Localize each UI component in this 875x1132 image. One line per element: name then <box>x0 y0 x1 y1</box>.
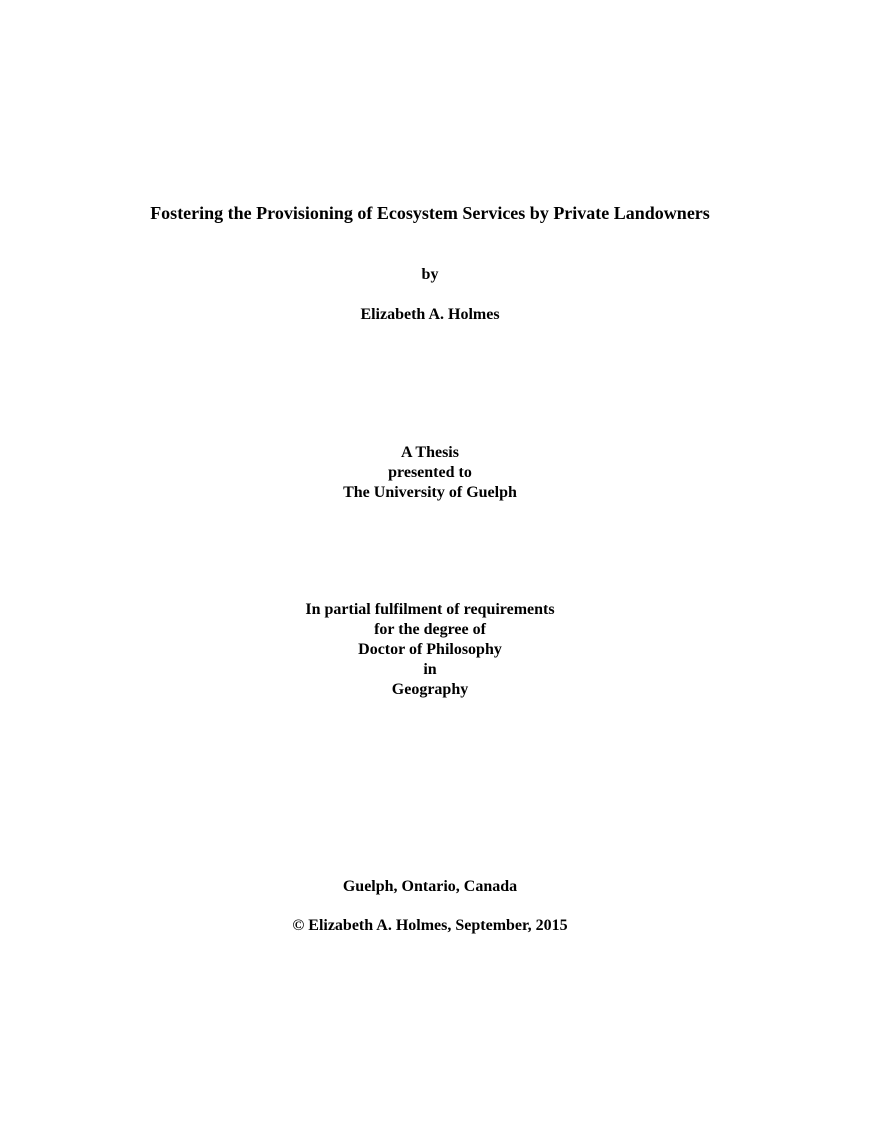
thesis-presentation-block <box>0 443 860 503</box>
thesis-title: Fostering the Provisioning of Ecosystem Services by Private Landowners <box>150 203 710 223</box>
requirements-line: In partial fulfilment of requirements <box>305 601 555 618</box>
in-line: in <box>423 661 437 678</box>
author-name: Elizabeth A. Holmes <box>360 306 500 323</box>
by-label: by <box>421 266 439 283</box>
requirements-block <box>0 600 860 700</box>
location-line: Guelph, Ontario, Canada <box>342 878 518 895</box>
thesis-line: A Thesis <box>401 444 459 461</box>
degree-name-line: Doctor of Philosophy <box>358 641 502 658</box>
degree-of-line: for the degree of <box>374 621 486 638</box>
presented-to-line: presented to <box>388 464 472 481</box>
university-line: The University of Guelph <box>343 484 517 501</box>
copyright-line: © Elizabeth A. Holmes, September, 2015 <box>292 917 568 934</box>
field-line: Geography <box>391 681 469 698</box>
